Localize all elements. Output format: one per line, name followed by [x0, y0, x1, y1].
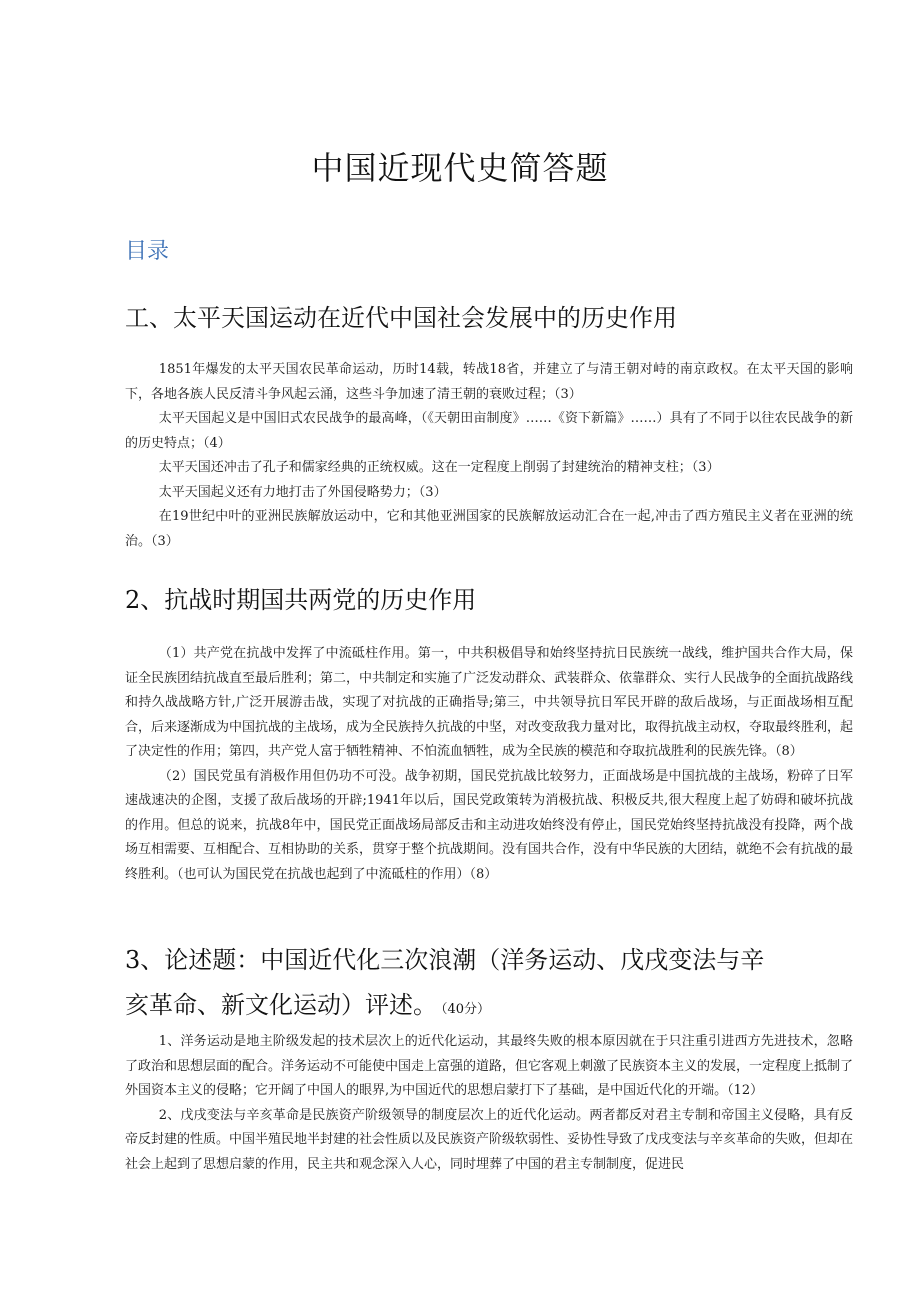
- paragraph: 1851年爆发的太平天国农民革命运动，历时14载，转战18省，并建立了与清王朝对峙的南京政权。在太平天国的影响下，各地各族人民反清斗争风起云涌，这些斗争加速了清王朝的衰败过程；（3）: [125, 362, 853, 402]
- section-1-body: [125, 358, 853, 554]
- section-3-body: [125, 1030, 853, 1177]
- paragraph: 2、戊戌变法与辛亥革命是民族资产阶级领导的制度层次上的近代化运动。两者都反对君主专制和帝国主义侵略，具有反帝反封建的性质。中国半殖民地半封建的社会性质以及民族资产阶级软弱性、妥协性导致了戊戌变法与辛亥革命的失败，但却在社会上起到了思想启蒙的作用，民主共和观念深入人心，同时埋葬了中国的君主专制制度，促进民: [125, 1107, 854, 1172]
- section-3-heading-text: 亥革命、新文化运动）评述。: [125, 991, 437, 1019]
- section-3-heading-line-2: [125, 987, 490, 1028]
- document-title: 中国近现代史简答题: [311, 149, 609, 187]
- paragraph: 1、洋务运动是地主阶级发起的技术层次上的近代化运动，其最终失败的根本原因就在于只注重引进西方先进技术，忽略了政治和思想层面的配合。洋务运动不可能使中国走上富强的道路，但它客观上刺激了民族资本主义的发展，一定程度上抵制了外国资本主义的侵略；它开阔了中国人的眼界,为中国近代的思想启蒙打下了基础，是中国近代化的开端。（12）: [125, 1034, 854, 1098]
- paragraph: 太平天国还冲击了孔子和儒家经典的正统权威。这在一定程度上削弱了封建统治的精神支柱；（3）: [158, 460, 720, 475]
- toc-link[interactable]: 目录: [125, 239, 170, 264]
- paragraph: 太平天国起义还有力地打击了外国侵略势力；（3）: [158, 484, 447, 500]
- section-3-heading-line-1: 3、论述题：中国近代化三次浪潮（洋务运动、戊戌变法与辛: [125, 946, 765, 974]
- paragraph: 太平天国起义是中国旧式农民战争的最高峰，（《天朝田亩制度》……《资下新篇》……）具有了不同于以往农民战争的新的历史特点；（4）: [125, 411, 853, 451]
- section-3-score-note: （40分）: [441, 1002, 491, 1017]
- section-2-heading: 2、抗战时期国共两党的历史作用: [125, 586, 477, 614]
- paragraph: 在19世纪中叶的亚洲民族解放运动中，它和其他亚洲国家的民族解放运动汇合在一起,冲击了西方殖民主义者在亚洲的统治。（3）: [125, 509, 853, 549]
- section-1-heading: 工、太平天国运动在近代中国社会发展中的历史作用: [125, 304, 677, 332]
- paragraph: （2）国民党虽有消极作用但仍功不可没。战争初期，国民党抗战比较努力，正面战场是中国抗战的主战场，粉碎了日军速战速决的企图，支援了敌后战场的开辟;1941年以后，国民党政策转为消极抗战、积极反共,很大程度上起了妨碍和破坏抗战的作用。但总的说来，抗战8年中，国民党正面战场局部反击和主动进攻始终没有停止，国民党始终坚持抗战没有投降，两个战场互相需要、互相配合、互相协助的关系，贯穿于整个抗战期间。没有国共合作，没有中华民族的大团结，就绝不会有抗战的最终胜利。（也可认为国民党在抗战也起到了中流砥柱的作用）（8）: [125, 768, 854, 882]
- paragraph: （1）共产党在抗战中发挥了中流砥柱作用。第一，中共积极倡导和始终坚持抗日民族统一战线，维护国共合作大局，保证全民族团结抗战直至最后胜利；第二，中共制定和实施了广泛发动群众、武装群众、依靠群众、实行人民战争的全面抗战路线和持久战战略方针,广泛开展游击战，实现了对抗战的正确指导;第三，中共领导抗日军民开辟的敌后战场，与正面战场相互配合，后来逐渐成为中国抗战的主战场，成为全民族持久抗战的中坚，对改变敌我力量对比，取得抗战主动权，夺取最终胜利，起了决定性的作用；第四，共产党人富于牺牲精神、不怕流血牺牲，成为全民族的模范和夺取抗战胜利的民族先锋。（8）: [125, 646, 854, 759]
- section-2-body: [125, 642, 853, 887]
